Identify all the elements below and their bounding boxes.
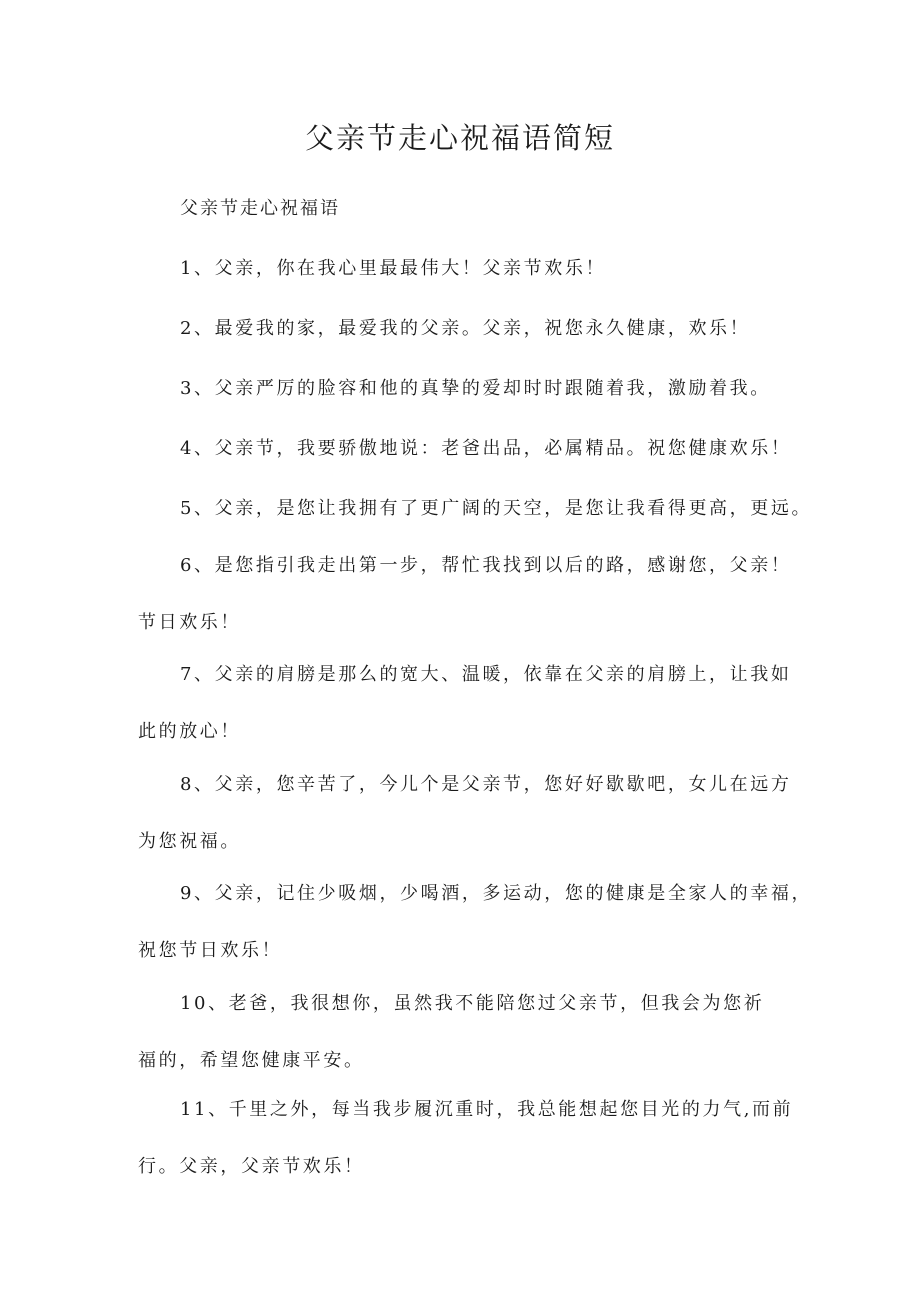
greeting-line-continuation: 节日欢乐！ bbox=[138, 612, 241, 633]
greeting-line: 6、是您指引我走出第一步，帮忙我找到以后的路，感谢您，父亲！ bbox=[180, 555, 792, 576]
greeting-line-continuation: 行。父亲，父亲节欢乐！ bbox=[138, 1156, 365, 1177]
greeting-line: 8、父亲，您辛苦了，今儿个是父亲节，您好好歇歇吧，女儿在远方 bbox=[180, 774, 792, 795]
greeting-line: 10、老爸，我很想你，虽然我不能陪您过父亲节，但我会为您祈 bbox=[180, 993, 765, 1014]
greeting-line: 2、最爱我的家，最爱我的父亲。父亲，祝您永久健康，欢乐！ bbox=[180, 318, 751, 339]
greeting-item-4 bbox=[180, 434, 791, 464]
greeting-line-continuation: 祝您节日欢乐！ bbox=[138, 940, 283, 961]
greeting-item-7 bbox=[138, 660, 792, 747]
greeting-line: 1、父亲，你在我心里最最伟大！父亲节欢乐！ bbox=[180, 258, 607, 279]
greeting-item-2 bbox=[180, 314, 750, 344]
greeting-line: 11、千里之外，每当我步履沉重时，我总能想起您目光的力气,而前 bbox=[180, 1099, 794, 1120]
greeting-item-11 bbox=[138, 1095, 794, 1182]
greeting-line: 4、父亲节，我要骄傲地说：老爸出品，必属精品。祝您健康欢乐！ bbox=[180, 438, 792, 459]
greeting-line: 5、父亲，是您让我拥有了更广阔的天空，是您让我看得更高，更远。 bbox=[180, 498, 813, 519]
greeting-line: 9、父亲，记住少吸烟，少喝酒，多运动，您的健康是全家人的幸福， bbox=[180, 883, 813, 904]
greeting-line-continuation: 此的放心！ bbox=[138, 721, 241, 742]
document-title: 父亲节走心祝福语简短 bbox=[304, 121, 615, 155]
greeting-item-1 bbox=[180, 254, 606, 284]
greeting-item-5 bbox=[180, 494, 812, 524]
greeting-line-continuation: 为您祝福。 bbox=[138, 831, 241, 852]
greeting-item-8 bbox=[138, 770, 792, 857]
greeting-item-3 bbox=[180, 374, 771, 404]
greeting-line: 3、父亲严厉的脸容和他的真挚的爱却时时跟随着我，激励着我。 bbox=[180, 378, 771, 399]
greeting-line: 7、父亲的肩膀是那么的宽大、温暖，依靠在父亲的肩膀上，让我如 bbox=[180, 664, 792, 685]
section-heading: 父亲节走心祝福语 bbox=[180, 198, 340, 219]
greeting-item-6 bbox=[138, 551, 792, 638]
greeting-item-10 bbox=[138, 989, 765, 1076]
greeting-line-continuation: 福的，希望您健康平安。 bbox=[138, 1050, 365, 1071]
greeting-item-9 bbox=[138, 879, 813, 966]
